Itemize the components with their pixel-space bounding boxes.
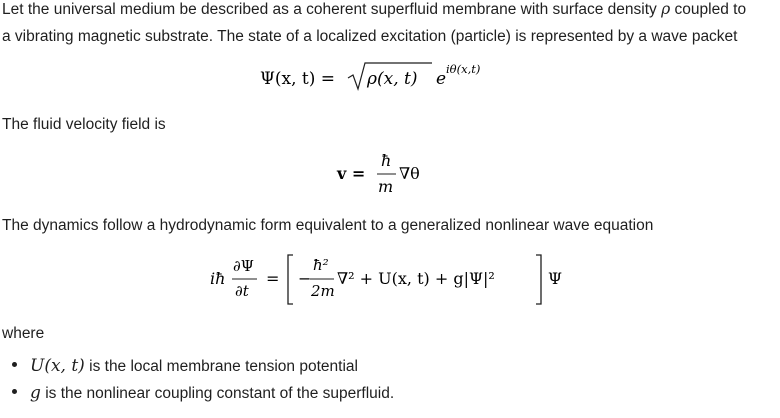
bullet-text-potential: is the local membrane tension potential [84,358,358,375]
eq2-numerator: ħ [381,151,392,170]
wave-equation-svg [210,249,570,309]
intro-line-2: a vibrating magnetic substrate. The state of a localized excitation (particle) is represented by a wave packet [2,28,738,45]
eq3-right-bracket [536,255,541,304]
eq3-left-bracket [288,255,293,304]
eq1-exp-base: e [436,69,447,89]
eq3-lhs-numerator: ∂Ψ [233,257,254,275]
bullet-symbol-u: U(x, t) [30,356,85,376]
eq3-lhs-prefix: iħ [210,269,226,288]
eq1-lhs: Ψ(x, t) = [260,69,336,89]
eq3-kinetic-denominator: 2m [311,282,335,300]
bullet-item-coupling [12,380,394,407]
velocity-equation-svg [335,146,445,202]
eq2-denominator: m [378,177,394,196]
wavefunction-equation-svg [260,58,520,98]
intro-line-1-after: coupled to [670,1,747,18]
intro-line-1 [2,0,746,23]
rho-symbol: ρ [661,0,671,18]
eq1-sqrt-arg: ρ(x, t) [367,69,418,89]
eq3-laplacian-term: ∇² + U(x, t) + g|Ψ|² [337,269,495,288]
velocity-equation [0,146,780,202]
where-label: where [2,325,45,342]
bullet-dot-icon [12,389,17,394]
bullet-dot-icon [12,362,17,367]
dynamics-intro: The dynamics follow a hydrodynamic form equivalent to a generalized nonlinear wave equation [2,217,654,234]
eq3-trailing-psi: Ψ [548,269,563,288]
wavefunction-equation [0,58,780,98]
eq3-equals: = [266,269,280,288]
bullet-item-potential [12,353,358,380]
eq3-lhs-denominator: ∂t [235,282,249,300]
bullet-text-coupling: is the nonlinear coupling constant of the superfluid. [40,385,395,402]
eq3-kinetic-numerator: ħ² [313,256,329,274]
wave-equation [0,249,780,309]
bullet-symbol-g: g [30,383,41,403]
eq3-minus: − [298,269,312,288]
intro-line-1-before: Let the universal medium be described as a coherent superfluid membrane with surface density [2,1,662,18]
eq2-rhs: ∇θ [399,164,420,183]
eq1-exp-power: iθ(x,t) [446,62,481,76]
eq2-lhs: v = [337,164,366,183]
velocity-intro: The fluid velocity field is [2,116,166,133]
